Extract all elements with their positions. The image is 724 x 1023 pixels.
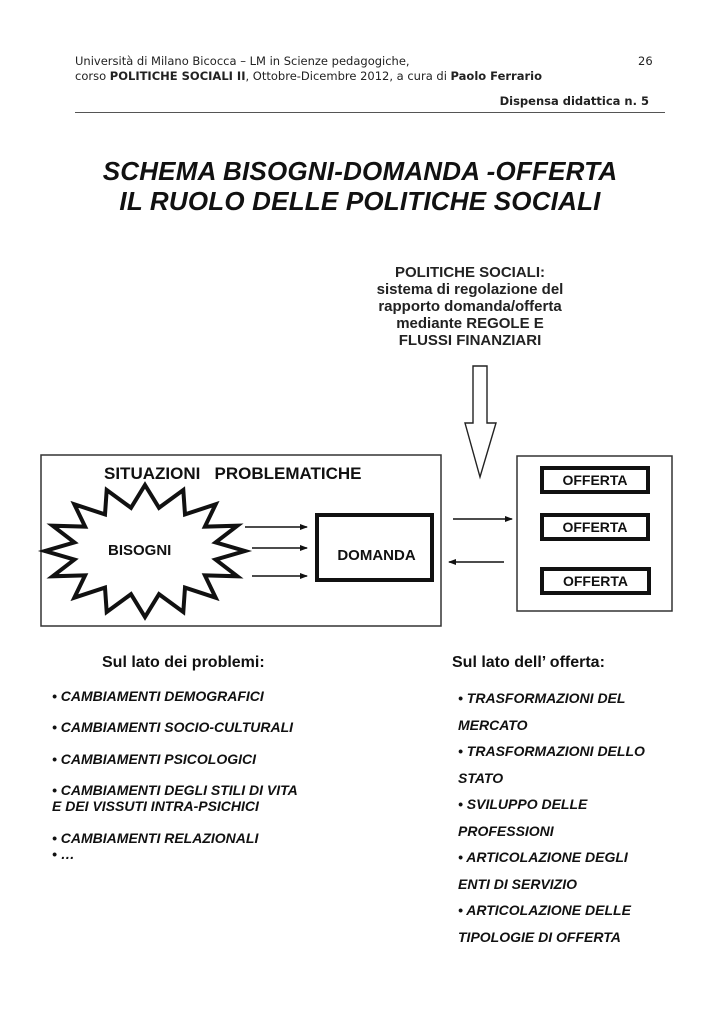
right-item: • ARTICOLAZIONE DELLE	[458, 902, 631, 918]
right-item: TIPOLOGIE DI OFFERTA	[458, 928, 621, 945]
politiche-line-3-bold: REGOLE E	[466, 315, 544, 332]
right-item: MERCATO	[458, 716, 528, 733]
right-item: • SVILUPPO DELLE	[458, 796, 588, 812]
right-column-list	[458, 685, 645, 950]
offerta-box-3	[540, 567, 651, 595]
left-item: • CAMBIAMENTI RELAZIONALI	[52, 830, 259, 846]
politiche-line-4: FLUSSI FINANZIARI	[398, 332, 542, 349]
offerta-box-2	[540, 513, 650, 541]
politiche-line-1: sistema di regolazione del	[376, 281, 564, 298]
offerta-label: OFFERTA	[562, 472, 628, 488]
left-column-heading: Sul lato dei problemi:	[102, 654, 265, 671]
domanda-label: DOMANDA	[337, 547, 416, 564]
offerta-label: OFFERTA	[562, 573, 629, 589]
offerta-box-1	[540, 466, 650, 494]
situazioni-label: SITUAZIONI PROBLEMATICHE	[104, 464, 362, 483]
page-number: 26	[638, 54, 653, 68]
title-line-2: IL RUOLO DELLE POLITICHE SOCIALI	[119, 186, 601, 216]
left-item: • CAMBIAMENTI SOCIO-CULTURALI	[52, 719, 294, 735]
left-item: • CAMBIAMENTI PSICOLOGICI	[52, 751, 257, 767]
offerta-label: OFFERTA	[562, 519, 628, 535]
left-item: E DEI VISSUTI INTRA-PSICHICI	[52, 798, 259, 814]
header-course-name: POLITICHE SOCIALI II	[109, 69, 246, 83]
left-item: • CAMBIAMENTI DEMOGRAFICI	[52, 688, 264, 704]
politiche-line-2: rapporto domanda/offerta	[378, 298, 562, 315]
right-item: • TRASFORMAZIONI DEL	[458, 690, 626, 706]
right-item: ENTI DI SERVIZIO	[458, 875, 578, 892]
header-course-prefix: corso	[75, 69, 110, 83]
right-column-heading: Sul lato dell’ offerta:	[452, 654, 605, 671]
header-institution: Università di Milano Bicocca – LM in Scienze pedagogiche,	[75, 54, 410, 68]
right-item: STATO	[458, 769, 504, 786]
politiche-line-3-prefix: mediante	[396, 315, 467, 332]
header-author: Paolo Ferrario	[450, 69, 542, 83]
politiche-heading: POLITICHE SOCIALI:	[395, 264, 545, 281]
title-line-1: SCHEMA BISOGNI-DOMANDA -OFFERTA	[102, 156, 618, 186]
dispensa-label: Dispensa didattica n. 5	[499, 94, 649, 108]
down-arrow-icon	[465, 366, 496, 477]
left-item: • …	[52, 846, 75, 862]
bisogni-label: BISOGNI	[108, 542, 172, 559]
right-item: PROFESSIONI	[458, 822, 554, 839]
left-item: • CAMBIAMENTI DEGLI STILI DI VITA	[52, 782, 298, 798]
right-item: • ARTICOLAZIONE DEGLI	[458, 849, 628, 865]
header-course-period: , Ottobre-Dicembre 2012, a cura di	[245, 69, 451, 83]
right-item: • TRASFORMAZIONI DELLO	[458, 743, 645, 759]
